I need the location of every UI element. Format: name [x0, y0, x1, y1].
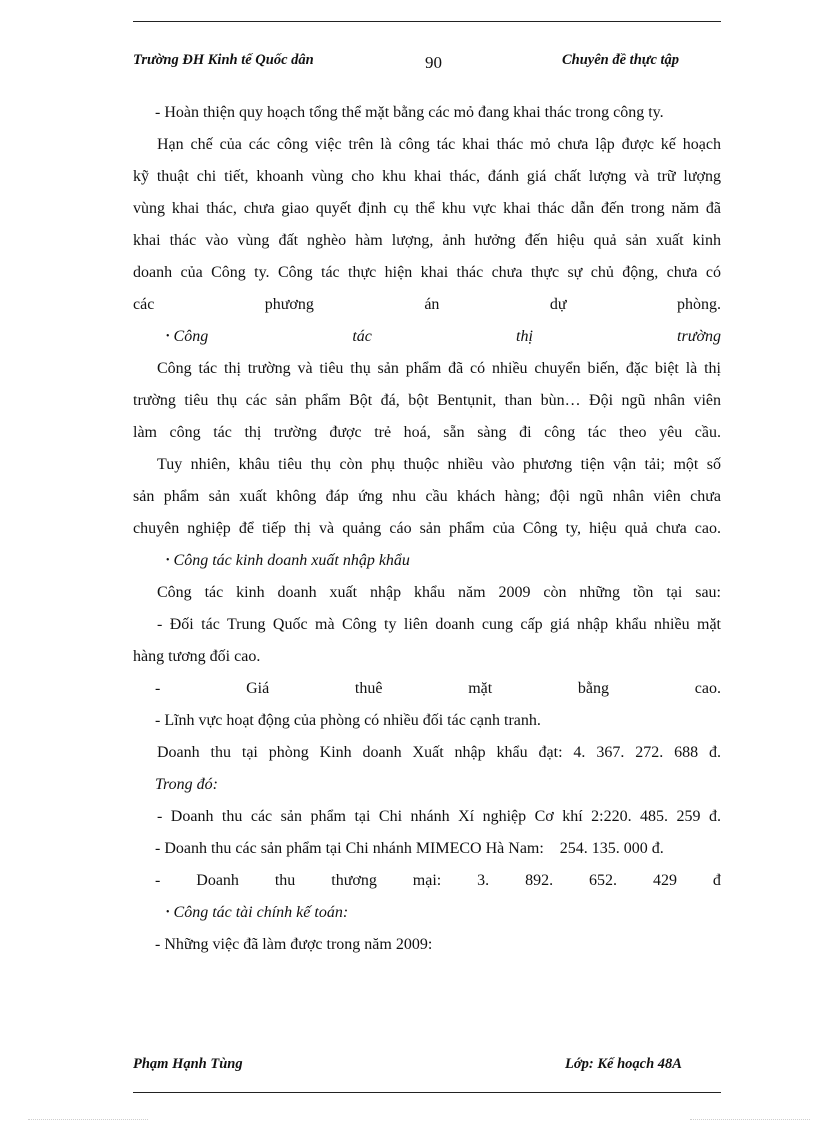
word: án: [424, 296, 440, 313]
word: thương: [331, 872, 377, 889]
body-line-8: Công tác thị trường và tiêu thụ sản phẩm đã có nhiều chuyển biến, đặc biệt là thị: [157, 360, 721, 377]
body-line-15: - Đối tác Trung Quốc mà Công ty liên doanh cung cấp giá nhập khẩu nhiều mặt: [157, 616, 721, 633]
body-line-10: làm công tác thị trường được trẻ hoá, sẵn sàng đi công tác theo yêu cầu.: [133, 424, 721, 441]
word: đ: [712, 872, 721, 889]
section-heading-import-export: [133, 551, 721, 573]
word: thuê: [354, 680, 383, 697]
body-line-11: Tuy nhiên, khâu tiêu thụ còn phụ thuộc nhiều vào phương tiện vận tải; một số: [157, 456, 721, 473]
word: phương: [264, 296, 314, 313]
page-edge-divider: [28, 1119, 148, 1120]
word: 652.: [589, 872, 618, 889]
word: dự: [549, 296, 567, 313]
body-line-2: Hạn chế của các công việc trên là công tác khai thác mỏ chưa lập được kế hoạch: [157, 136, 721, 153]
footer-author: Phạm Hạnh Tùng: [133, 1056, 243, 1072]
body-line-3: kỹ thuật chi tiết, khoanh vùng cho khu khai thác, đánh giá chất lượng và trữ lượng: [133, 168, 721, 185]
bullet-icon: •: [166, 331, 170, 342]
word: -: [155, 680, 161, 697]
word: 892.: [525, 872, 554, 889]
body-line-18: - Lĩnh vực hoạt động của phòng có nhiều đối tác cạnh tranh.: [155, 712, 541, 729]
bullet-icon: •: [166, 907, 170, 918]
heading-word: trường: [677, 328, 721, 345]
body-line-16: hàng tương đối cao.: [133, 648, 261, 665]
heading-text: Công tác tài chính kế toán:: [173, 904, 349, 921]
word: cao.: [694, 680, 721, 697]
body-line-21: - Doanh thu các sản phẩm tại Chi nhánh Xí nghiệp Cơ khí 2:220. 485. 259 đ.: [157, 808, 721, 825]
body-line-4: vùng khai thác, chưa giao quyết định cụ thể khu vực khai thác dẫn đến trong năm đã: [133, 200, 721, 217]
word: thu: [274, 872, 296, 889]
body-line-7: [133, 295, 721, 315]
body-line-6: doanh của Công ty. Công tác thực hiện khai thác chưa thực sự chủ động, chưa có: [133, 264, 721, 281]
heading-word: tác: [352, 328, 372, 345]
word: phòng.: [676, 296, 721, 313]
body-line-20: Trong đó:: [155, 776, 218, 793]
body-line-19: Doanh thu tại phòng Kinh doanh Xuất nhập khẩu đạt: 4. 367. 272. 688 đ.: [157, 744, 721, 761]
body-line-14: Công tác kinh doanh xuất nhập khẩu năm 2009 còn những tồn tại sau:: [157, 584, 721, 601]
word: 429: [652, 872, 677, 889]
word: bằng: [577, 680, 610, 697]
word: Giá: [246, 680, 270, 697]
body-line-13: chuyên nghiệp để tiếp thị và quảng cáo sản phẩm của Công ty, hiệu quả chưa cao.: [133, 520, 721, 537]
word: Doanh: [196, 872, 239, 889]
word: các: [133, 296, 155, 313]
footer-bottom-rule: [133, 1092, 721, 1093]
header-report-type: Chuyên đề thực tập: [562, 52, 680, 68]
page-edge-divider: [690, 1119, 810, 1120]
word: 3.: [477, 872, 490, 889]
heading-word: thị: [516, 328, 533, 345]
body-line-1: - Hoàn thiện quy hoạch tổng thể mặt bằng các mỏ đang khai thác trong công ty.: [155, 104, 664, 121]
body-line-12: sản phẩm sản xuất không đáp ứng nhu cầu khách hàng; đội ngũ nhân viên chưa: [133, 488, 721, 505]
heading-text: Công tác kinh doanh xuất nhập khẩu: [173, 552, 410, 569]
section-heading-finance: [133, 903, 721, 925]
header-university: Trường ĐH Kinh tế Quốc dân: [133, 52, 314, 68]
body-line-24: - Những việc đã làm được trong năm 2009:: [155, 936, 433, 953]
body-line-23: [133, 871, 721, 891]
body-line-17: [133, 679, 721, 699]
section-heading-market: [133, 327, 721, 349]
footer-class: Lớp: Kế hoạch 48A: [565, 1056, 682, 1072]
body-line-9: trường tiêu thụ các sản phẩm Bột đá, bột Bentụnit, than bùn… Đội ngũ nhân viên: [133, 392, 721, 409]
page-number: 90: [425, 53, 442, 72]
body-line-5: khai thác vào vùng đất nghèo hàm lượng, ảnh hưởng đến hiệu quả sản xuất kinh: [133, 232, 721, 249]
word: mặt: [468, 680, 493, 697]
bullet-icon: •: [166, 555, 170, 566]
word: -: [155, 872, 161, 889]
header-top-rule: [133, 21, 721, 22]
word: mại:: [412, 872, 442, 889]
body-line-22: - Doanh thu các sản phẩm tại Chi nhánh MIMECO Hà Nam: 254. 135. 000 đ.: [155, 840, 664, 857]
heading-word: • Công: [166, 328, 209, 345]
